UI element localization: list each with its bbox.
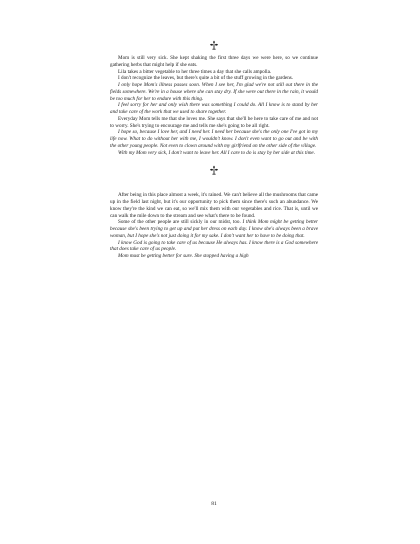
paragraph-italic: I only hope Mom's illness passes soon. When I see her, I'm glad we're not still out there in the fields somewhere. We're in a house where she can stay dry. If she were out there in the rain, it would be too much for her to endure with this thing.: [110, 82, 318, 102]
section-ornament-top: [110, 40, 318, 50]
paragraph-italic: Mom must be getting better for sure. She stopped having a high: [118, 253, 249, 259]
paragraph-italic: I feel sorry for her and only wish there was something I could do. All I know is to stand by her and take care of the work that we used to share together.: [110, 102, 318, 115]
book-page: [110, 40, 318, 507]
page-number: 81: [211, 501, 217, 507]
paragraph-roman-part: Some of the other people are still sickly in our midst, too.: [118, 219, 241, 226]
section-2: [110, 192, 318, 260]
fleuron-cross-icon: [209, 40, 219, 50]
paragraph-italic: I know God is going to take care of us because He always has. I know there is a God somewhere that does take care of us people.: [110, 239, 318, 253]
paragraph: Everyday Mom tells me that she loves me. She says that she'll be here to take care of me and not to worry. She's trying to encourage me and tells me she's going to be all right.: [110, 115, 318, 129]
paragraph: Mom is still very sick. She kept shaking the first three days we were here, so we continue gathering herbs that might help if she eats.: [110, 55, 318, 68]
section-ornament-middle: [110, 165, 318, 175]
section-1: [110, 55, 318, 156]
paragraph-mixed: [110, 219, 318, 239]
paragraph-italic-part: I think Mom might be getting better because she's been trying to get up and put her dress on each day. I know she's always been a brave woman, but I hope she's not just doing it for my sake. I don't want her to have to be doing that.: [110, 219, 318, 239]
paragraph: I don't recognize the leaves, but there's quite a bit of the stuff growing in the gardens.: [118, 75, 294, 82]
paragraph: After being in this place almost a week, it's rained. We can't believe all the mushrooms that came up in the field last night, but it's our opportunity to pick them since there's such an abundance. We know they're the kind we can eat, so we'll mix them with our vegetables and rice. That is, until we can walk the mile down to the stream and see what's there to be found.: [110, 192, 318, 219]
section-spacer: [110, 156, 318, 165]
fleuron-cross-icon: [209, 165, 219, 175]
paragraph-italic: I hope so, because I love her, and I need her. I need her because she's the only one I've got in my life now. What to do without her with me, I wouldn't know. I don't even want to go out and be with the other young people. Not even to clown around with my girlfriend on the other side of the village.: [110, 129, 318, 149]
paragraph-italic: With my Mom very sick, I don't want to leave her. All I care to do is stay by her side at this time.: [118, 149, 315, 156]
paragraph: Lila takes a bitter vegetable to her three times a day that she calls ampolla.: [118, 68, 272, 75]
section-spacer: [110, 180, 318, 192]
